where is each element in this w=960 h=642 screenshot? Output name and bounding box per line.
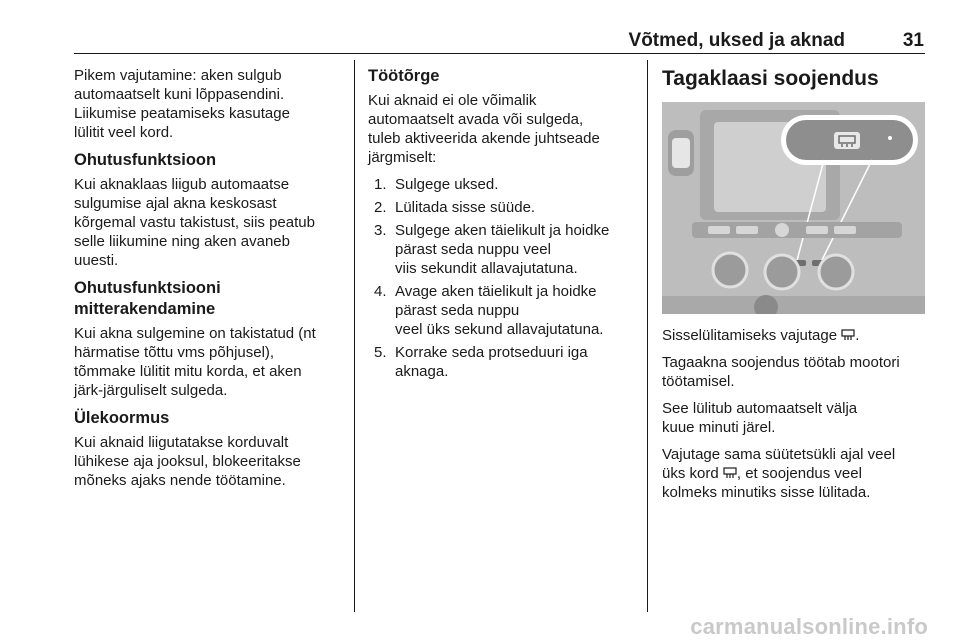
repeat-press-paragraph	[662, 445, 926, 502]
repeat-press-text-before: Vajutage sama süütetsükli ajal veel üks kord	[662, 446, 896, 482]
header-rule	[74, 53, 925, 54]
heading-safety-override: Ohutusfunktsiooni mitterakendamine	[74, 279, 221, 318]
step-number: 2.	[374, 199, 387, 216]
page-number: 31	[902, 30, 924, 51]
step-text: Sulgege uksed.	[395, 176, 499, 193]
switch-on-period: .	[855, 327, 860, 344]
switch-on-paragraph	[662, 326, 926, 345]
step-item	[368, 175, 638, 194]
column-window-safety	[74, 66, 344, 498]
step-text: Korrake seda protseduuri iga aknaga.	[395, 344, 588, 380]
running-header-title: Võtmed, uksed ja aknad	[628, 30, 845, 51]
step-number: 5.	[374, 344, 387, 361]
step-text: Avage aken täielikult ja hoidke pärast seda nuppu veel üks sekund allavajutatuna.	[395, 283, 604, 338]
dashboard-illustration	[662, 102, 925, 314]
step-item	[368, 198, 638, 217]
auto-off-paragraph: See lülitub automaatselt välja kuue minuti järel.	[662, 400, 858, 436]
repeat-press-text-after: , et soojendus veel kolmeks minutiks sisse lülitada.	[662, 465, 871, 501]
step-text: Lülitada sisse süüde.	[395, 199, 536, 216]
long-press-paragraph: Pikem vajutamine: aken sulgub automaatselt kuni lõppasendini. Liikumise peatamiseks kasutage lülitit veel kord.	[74, 67, 290, 141]
step-number: 4.	[374, 283, 387, 300]
column-malfunction	[368, 66, 638, 385]
heading-rear-window-heater: Tagaklaasi soojendus	[662, 67, 879, 90]
heading-malfunction: Töötõrge	[368, 67, 440, 85]
step-item	[368, 343, 638, 381]
switch-on-text: Sisselülitamiseks vajutage	[662, 327, 842, 344]
rear-window-heater-icon	[841, 328, 855, 342]
column-rear-window-heater	[662, 66, 926, 510]
malfunction-steps	[368, 175, 638, 381]
step-item	[368, 221, 638, 278]
overload-paragraph: Kui aknaid liigutatakse korduvalt lühikese aja jooksul, blokeeritakse mõneks ajaks nende töötamine.	[74, 434, 301, 489]
rear-window-heater-icon	[723, 466, 737, 480]
step-number: 3.	[374, 222, 387, 239]
safety-override-paragraph: Kui akna sulgemine on takistatud (nt härmatise tõttu vms põhjusel), tõmmake lülitit mitu korda, et aken järk-järguliselt sulgeda.	[74, 325, 316, 399]
step-text: Sulgege aken täielikult ja hoidke pärast seda nuppu veel viis sekundit allavajutatuna.	[395, 222, 610, 277]
malfunction-paragraph: Kui aknaid ei ole võimalik automaatselt avada või sulgeda, tuleb aktiveerida akende juhtseade järgmiselt:	[368, 92, 600, 166]
engine-running-paragraph: Tagaakna soojendus töötab mootori töötamisel.	[662, 354, 900, 390]
column-divider-left	[354, 60, 355, 612]
column-divider-right	[647, 60, 648, 612]
safety-function-paragraph: Kui aknaklaas liigub automaatse sulgumise ajal akna keskosast kõrgemal vastu takistust, siis peatub selle liikumine ning aken avaneb uuesti.	[74, 176, 315, 269]
heading-safety-function: Ohutusfunktsioon	[74, 151, 217, 169]
heading-overload: Ülekoormus	[74, 409, 170, 427]
watermark: carmanualsonline.info	[690, 614, 928, 639]
step-item	[368, 282, 638, 339]
step-number: 1.	[374, 176, 387, 193]
